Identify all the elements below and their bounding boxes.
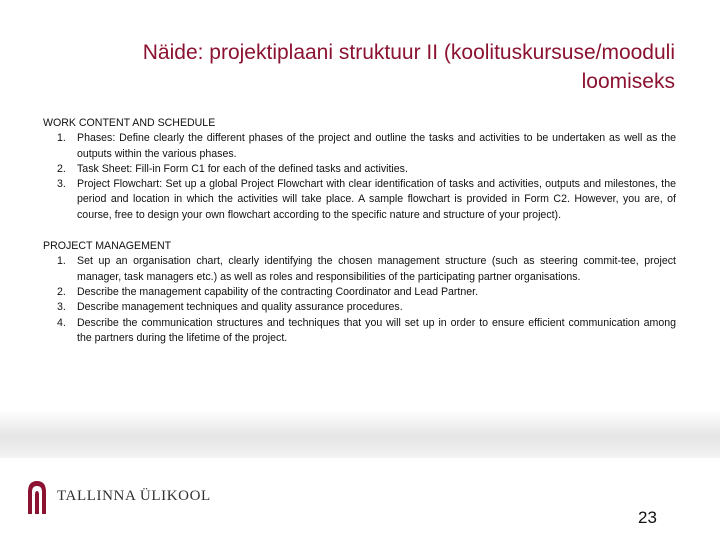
page-number: 23 <box>638 508 657 527</box>
item-number: 1. <box>57 132 66 145</box>
item-number: 2. <box>57 285 66 298</box>
item-text: Describe the management capability of the contracting Coordinator and Lead Partner. <box>77 285 479 298</box>
list-item <box>43 316 676 347</box>
list-item <box>43 285 676 300</box>
slide-body <box>43 116 676 346</box>
footer-gradient-band <box>0 410 720 458</box>
section-work-content <box>43 116 676 223</box>
item-number: 2. <box>57 162 66 175</box>
item-number: 1. <box>57 255 66 268</box>
item-number: 3. <box>57 178 66 191</box>
list-item <box>43 162 676 177</box>
item-text: Describe management techniques and quality assurance procedures. <box>77 301 403 314</box>
numbered-list <box>43 254 676 346</box>
logo-text: TALLINNA ÜLIKOOL <box>57 487 211 504</box>
item-number: 4. <box>57 316 66 329</box>
list-item <box>43 300 676 315</box>
section-project-management <box>43 239 676 346</box>
section-spacer <box>43 223 676 239</box>
item-number: 3. <box>57 301 66 314</box>
numbered-list <box>43 131 676 223</box>
section-heading: WORK CONTENT AND SCHEDULE <box>43 117 216 129</box>
item-text: Set up an organisation chart, clearly identifying the chosen management structure (such as steering commit-tee, project manager, task managers etc.) as well as roles and responsibilities of the participating partner organisations. <box>77 255 676 283</box>
list-item <box>43 254 676 285</box>
university-logo <box>26 478 211 514</box>
item-text: Project Flowchart: Set up a global Project Flowchart with clear identification of tasks and activities, outputs and milestones, the period and location in which the activities will take place. A sample flowchart is provided in Form C2. However, you are, of course, free to design your own flowchart according to the specific nature and structure of your project). <box>77 178 676 221</box>
slide-title: Näide: projektiplaani struktuur II (koolituskursuse/mooduli loomiseks <box>142 41 675 93</box>
tallinn-university-arch-icon <box>26 478 48 514</box>
item-text: Describe the communication structures and techniques that you will set up in order to ensure efficient communication among the partners during the lifetime of the project. <box>77 316 676 344</box>
item-text: Phases: Define clearly the different phases of the project and outline the tasks and activities to be undertaken as well as the outputs within the various phases. <box>77 132 676 160</box>
list-item <box>43 131 676 162</box>
list-item <box>43 177 676 223</box>
item-text: Task Sheet: Fill-in Form C1 for each of the defined tasks and activities. <box>77 162 408 175</box>
section-heading: PROJECT MANAGEMENT <box>43 240 172 253</box>
